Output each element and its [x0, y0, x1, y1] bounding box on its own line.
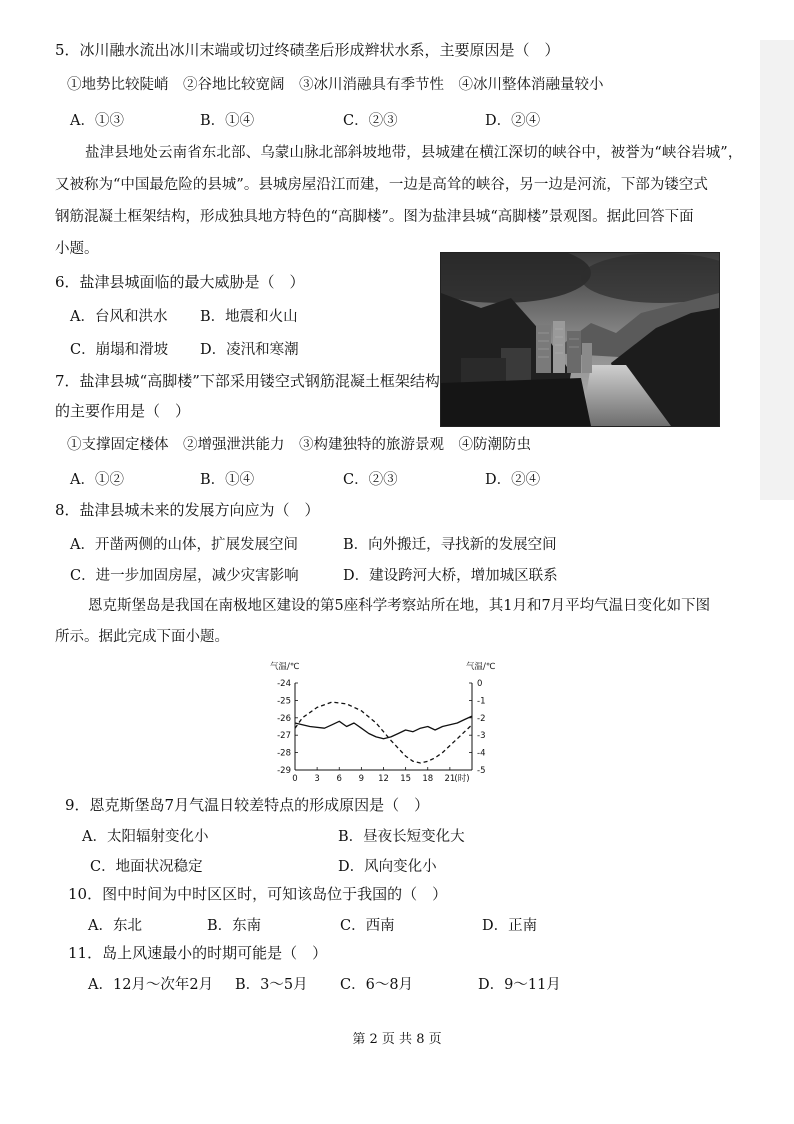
q5-items: ①地势比较陡峭 ②谷地比较宽阔 ③冰川消融具有季节性 ④冰川整体消融量较小 [67, 77, 604, 93]
series-line-solid [295, 716, 472, 739]
x-tick-label: 9 [358, 774, 365, 783]
right-tick-label: 0 [477, 679, 483, 689]
q11-option-a: A．12月～次年2月 [88, 977, 214, 993]
x-tick-label: 18 [422, 774, 434, 783]
q10-option-d: D．正南 [482, 918, 538, 934]
q10-option-c: C．西南 [340, 918, 395, 934]
q8-option-b: B．向外搬迁，寻找新的发展空间 [343, 537, 557, 553]
passage2-line-1: 恩克斯堡岛是我国在南极地区建设的第5座科学考察站所在地，其1月和7月平均气温日变化如下图 [88, 598, 711, 614]
right-tick-label: -2 [477, 713, 486, 724]
x-tick-label: 3 [314, 774, 320, 783]
q9-stem: 9．恩克斯堡岛7月气温日较差特点的形成原因是（ ） [65, 796, 430, 814]
q7-option-a: A．①② [70, 472, 124, 488]
q9-option-c: C．地面状况稳定 [90, 859, 203, 875]
left-tick-label: -25 [277, 696, 291, 707]
x-tick-label: 15 [400, 774, 412, 783]
q5-option-b: B．①④ [200, 113, 255, 129]
temperature-chart [250, 658, 510, 783]
left-axis-label: 气温/℃ [270, 662, 300, 672]
q7-option-d: D．②④ [485, 472, 541, 488]
q11-stem: 11．岛上风速最小的时期可能是（ ） [68, 944, 328, 962]
left-tick-label: -26 [277, 713, 291, 724]
q6-option-c: C．崩塌和滑坡 [70, 342, 169, 358]
series-line-dashed [295, 702, 472, 763]
passage2-line-2: 所示。据此完成下面小题。 [55, 629, 229, 645]
x-tick-label: 6 [336, 774, 342, 783]
q5-option-d: D．②④ [485, 113, 541, 129]
page-number-footer: 第 2 页 共 8 页 [352, 1032, 442, 1047]
right-tick-label: -5 [477, 766, 486, 776]
x-tick-label: 21 [444, 774, 456, 783]
q7-items: ①支撑固定楼体 ②增强泄洪能力 ③构建独特的旅游景观 ④防潮防虫 [67, 437, 531, 453]
q11-option-c: C．6～8月 [340, 977, 414, 993]
right-axis-label: 气温/℃ [466, 662, 496, 672]
q7-option-c: C．②③ [343, 472, 398, 488]
q8-stem: 8．盐津县城未来的发展方向应为（ ） [55, 501, 320, 519]
left-tick-label: -29 [277, 766, 291, 776]
q5-stem: 5．冰川融水流出冰川末端或切过终碛垄后形成辫状水系，主要原因是（ ） [55, 41, 560, 59]
right-tick-label: -3 [477, 731, 486, 742]
q11-option-b: B．3～5月 [235, 977, 308, 993]
x-tick-label: 0 [292, 774, 298, 783]
passage1-line-4: 小题。 [55, 241, 99, 257]
q9-option-b: B．昼夜长短变化大 [338, 829, 465, 845]
q9-option-d: D．风向变化小 [338, 859, 437, 875]
left-tick-label: -24 [277, 679, 291, 689]
q6-option-b: B．地震和火山 [200, 309, 298, 325]
q10-stem: 10．图中时间为中时区区时，可知该岛位于我国的（ ） [68, 885, 448, 903]
q11-option-d: D．9～11月 [478, 977, 561, 993]
passage1-line-3: 钢筋混凝土框架结构，形成独具地方特色的“高脚楼”。图为盐津县城“高脚楼”景观图。据此回答下面 [55, 209, 694, 225]
q8-option-a: A．开凿两侧的山体，扩展发展空间 [70, 537, 298, 553]
left-tick-label: -28 [277, 748, 291, 759]
q5-option-c: C．②③ [343, 113, 398, 129]
q9-option-a: A．太阳辐射变化小 [82, 829, 209, 845]
q10-option-b: B．东南 [207, 918, 262, 934]
q7-option-b: B．①④ [200, 472, 255, 488]
q8-option-c: C．进一步加固房屋，减少灾害影响 [70, 568, 299, 584]
q8-option-d: D．建设跨河大桥，增加城区联系 [343, 568, 558, 584]
right-tick-label: -4 [477, 748, 486, 759]
scan-smudge [760, 40, 794, 500]
x-unit-label: (时) [454, 774, 470, 783]
passage1-line-2: 又被称为“中国最危险的县城”。县城房屋沿江而建，一边是高耸的峡谷，另一边是河流，下部为镂空式 [55, 177, 708, 193]
gaojiaolou-landscape-photo [440, 252, 720, 427]
left-tick-label: -27 [277, 731, 291, 742]
q6-option-a: A．台风和洪水 [70, 309, 168, 325]
q5-option-a: A．①③ [70, 113, 124, 129]
q7-stem-line-1: 7．盐津县城“高脚楼”下部采用镂空式钢筋混凝土框架结构 [55, 372, 440, 390]
q6-stem: 6．盐津县城面临的最大威胁是（ ） [55, 273, 305, 291]
passage1-line-1: 盐津县地处云南省东北部、乌蒙山脉北部斜坡地带，县城建在横江深切的峡谷中，被誉为“峡谷岩城”， [85, 145, 743, 161]
x-tick-label: 12 [378, 774, 389, 783]
right-tick-label: -1 [477, 696, 486, 707]
q10-option-a: A．东北 [88, 918, 142, 934]
q7-stem-line-2: 的主要作用是（ ） [55, 402, 191, 420]
q6-option-d: D．凌汛和寒潮 [200, 342, 299, 358]
